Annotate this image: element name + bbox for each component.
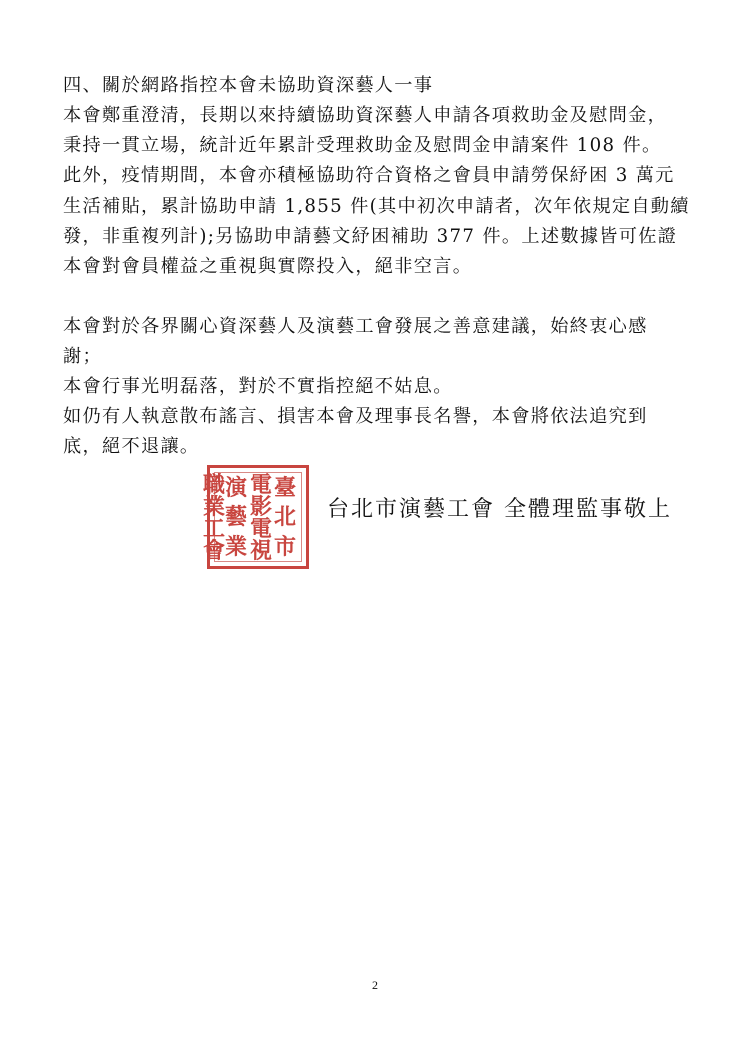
seal-character: 業 — [224, 533, 247, 560]
paragraph-line: 秉持一貫立場，統計近年累計受理救助金及慰問金申請案件 108 件。 — [63, 135, 662, 156]
paragraph-line: 發，非重複列計);另協助申請藝文紓困補助 377 件。上述數據皆可佐證 — [63, 226, 678, 247]
seal-character: 北 — [273, 504, 296, 531]
paragraph-line: 本會鄭重澄清，長期以來持續協助資深藝人申請各項救助金及慰問金， — [63, 105, 668, 126]
paragraph-line: 本會行事光明磊落，對於不實指控絕不姑息。 — [63, 376, 453, 397]
seal-character: 業 — [202, 494, 225, 520]
seal-character: 市 — [273, 533, 296, 560]
seal-character: 藝 — [224, 504, 247, 531]
seal-character: 演 — [224, 475, 247, 501]
union-seal-stamp — [202, 465, 309, 569]
paragraph-line: 底，絕不退讓。 — [63, 436, 200, 457]
seal-character: 電 — [249, 516, 272, 542]
paragraph-line: 本會對於各界關心資深藝人及演藝工會發展之善意建議，始終衷心感 — [63, 316, 648, 337]
paragraph-line: 生活補貼，累計協助申請 1,855 件(其中初次申請者，次年依規定自動續 — [63, 196, 690, 217]
seal-character: 電 — [249, 472, 272, 498]
signature-line: 台北市演藝工會 全體理監事敬上 — [327, 497, 672, 522]
seal-character: 會 — [202, 538, 225, 564]
seal-column — [199, 474, 229, 562]
seal-character: 職 — [202, 472, 225, 498]
paragraph-line: 本會對會員權益之重視與實際投入，絕非空言。 — [63, 256, 473, 277]
page-number: 2 — [372, 978, 378, 992]
paragraph-line: 如仍有人執意散布謠言、損害本會及理事長名譽，本會將依法追究到 — [63, 406, 648, 427]
seal-character: 臺 — [273, 475, 296, 501]
paragraph-line: 此外，疫情期間，本會亦積極協助符合資格之會員申請勞保紓困 3 萬元 — [63, 165, 675, 186]
seal-character: 工 — [202, 516, 225, 542]
section-heading: 四、關於網路指控本會未協助資深藝人一事 — [63, 75, 434, 96]
seal-character: 影 — [249, 494, 272, 520]
seal-character: 視 — [249, 538, 272, 564]
paragraph-line: 謝； — [63, 346, 102, 367]
